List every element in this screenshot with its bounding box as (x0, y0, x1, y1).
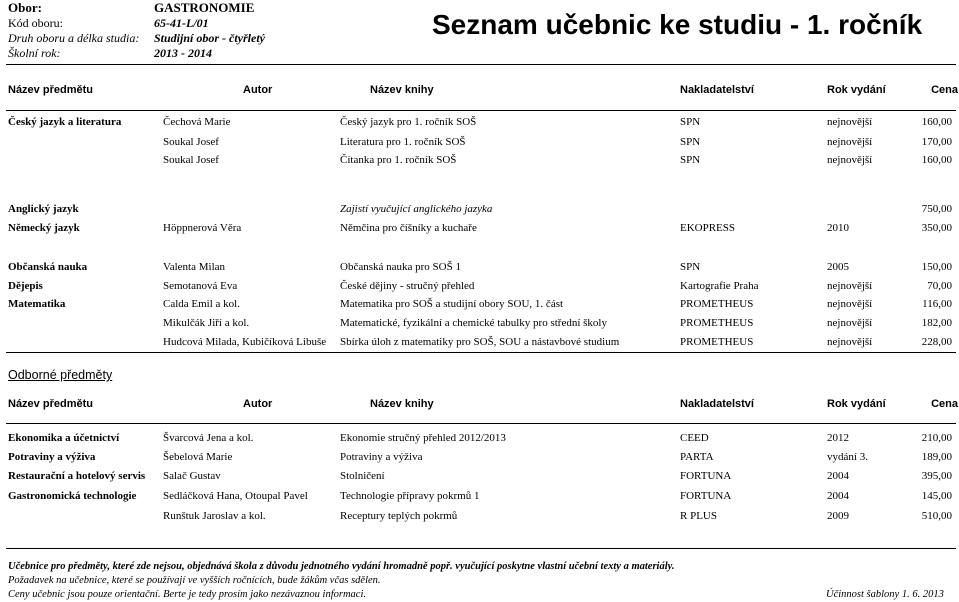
col-header-publisher: Nakladatelství (680, 398, 754, 410)
subject-cell: Ekonomika a účetnictví (8, 432, 120, 444)
book-title-cell: Receptury teplých pokrmů (340, 510, 458, 522)
book-title-cell: Literatura pro 1. ročník SOŠ (340, 136, 466, 148)
publisher-cell: PARTA (680, 451, 714, 463)
col-header-subject: Název předmětu (8, 398, 93, 410)
price-cell: 750,00 (921, 203, 952, 215)
divider (6, 548, 956, 549)
author-cell: Čechová Marie (163, 116, 231, 128)
col-header-author: Autor (243, 84, 273, 96)
book-title-cell: Zajistí vyučující anglického jazyka (340, 203, 493, 215)
year-cell: nejnovější (827, 336, 873, 348)
price-cell: 160,00 (921, 116, 952, 128)
price-cell: 510,00 (921, 510, 952, 522)
publisher-cell: Kartografie Praha (680, 280, 759, 292)
footer-note-2: Požadavek na učebnice, které se používají ve vyšších ročnících, bude žákům včas sdělen. (8, 575, 381, 586)
author-cell: Soukal Josef (163, 154, 219, 166)
field-value-kod: 65-41-L/01 (154, 16, 209, 30)
field-value-obor: GASTRONOMIE (154, 0, 255, 15)
year-cell: 2004 (827, 470, 849, 482)
subject-cell: Restaurační a hotelový servis (8, 470, 146, 482)
publisher-cell: SPN (680, 116, 701, 128)
author-cell: Höppnerová Věra (163, 222, 242, 234)
field-value-rok: 2013 - 2014 (154, 46, 212, 60)
author-cell: Salač Gustav (163, 470, 221, 482)
divider (6, 64, 956, 65)
author-cell: Šebelová Marie (163, 451, 233, 463)
col-header-author: Autor (243, 398, 273, 410)
publisher-cell: FORTUNA (680, 470, 732, 482)
col-header-subject: Název předmětu (8, 84, 93, 96)
book-title-cell: Stolničení (340, 470, 385, 482)
book-title-cell: Sbírka úloh z matematiky pro SOŠ, SOU a nástavbové studium (340, 336, 620, 348)
price-cell: 210,00 (921, 432, 952, 444)
year-cell: nejnovější (827, 280, 873, 292)
subject-cell: Gastronomická technologie (8, 490, 137, 502)
subject-cell: Matematika (8, 298, 66, 310)
page-title: Seznam učebnic ke studiu - 1. ročník (432, 9, 923, 40)
price-cell: 395,00 (921, 470, 952, 482)
subject-cell: Potraviny a výživa (8, 451, 96, 463)
year-cell: nejnovější (827, 116, 873, 128)
subject-cell: Německý jazyk (8, 222, 80, 234)
price-cell: 182,00 (921, 317, 952, 329)
publisher-cell: SPN (680, 261, 701, 273)
year-cell: nejnovější (827, 136, 873, 148)
publisher-cell: EKOPRESS (680, 222, 736, 234)
publisher-cell: PROMETHEUS (680, 317, 754, 329)
author-cell: Valenta Milan (163, 261, 226, 273)
col-header-book: Název knihy (370, 398, 434, 410)
publisher-cell: PROMETHEUS (680, 336, 754, 348)
subject-cell: Anglický jazyk (8, 203, 79, 215)
year-cell: nejnovější (827, 298, 873, 310)
year-cell: 2004 (827, 490, 849, 502)
col-header-price: Cena (931, 84, 958, 96)
publisher-cell: PROMETHEUS (680, 298, 754, 310)
year-cell: 2009 (827, 510, 849, 522)
price-cell: 189,00 (921, 451, 952, 463)
field-label-druh: Druh oboru a délka studia: (8, 31, 140, 45)
publisher-cell: SPN (680, 136, 701, 148)
divider (6, 110, 956, 111)
price-cell: 350,00 (921, 222, 952, 234)
price-cell: 70,00 (927, 280, 952, 292)
field-value-druh: Studijní obor - čtyřletý (154, 31, 265, 45)
section-title: Odborné předměty (8, 368, 113, 382)
author-cell: Sedláčková Hana, Otoupal Pavel (163, 490, 308, 502)
book-title-cell: Občanská nauka pro SOŠ 1 (340, 261, 461, 273)
year-cell: 2010 (827, 222, 849, 234)
author-cell: Švarcová Jena a kol. (163, 432, 254, 444)
divider (6, 352, 956, 353)
subject-cell: Občanská nauka (8, 261, 88, 273)
book-title-cell: Potraviny a výživa (340, 451, 423, 463)
footer-note-1: Učebnice pro předměty, které zde nejsou, objednává škola z důvodu jednotného vydání hromadně popř. vyučující poskytne vlastní učební texty a materiály. (8, 561, 675, 572)
book-title-cell: Ekonomie stručný přehled 2012/2013 (340, 432, 506, 444)
price-cell: 116,00 (922, 298, 952, 310)
year-cell: 2005 (827, 261, 849, 273)
book-title-cell: Čítanka pro 1. ročník SOŠ (340, 154, 457, 166)
year-cell: nejnovější (827, 317, 873, 329)
col-header-year: Rok vydání (827, 398, 886, 410)
template-validity: Účinnost šablony 1. 6. 2013 (826, 589, 944, 600)
field-label-rok: Školní rok: (8, 46, 61, 60)
year-cell: 2012 (827, 432, 849, 444)
col-header-book: Název knihy (370, 84, 434, 96)
field-label-kod: Kód oboru: (8, 16, 63, 30)
book-title-cell: Český jazyk pro 1. ročník SOŠ (340, 116, 477, 128)
field-label-obor: Obor: (8, 0, 42, 15)
publisher-cell: R PLUS (680, 510, 717, 522)
subject-cell: Český jazyk a literatura (8, 116, 122, 128)
price-cell: 170,00 (921, 136, 952, 148)
author-cell: Soukal Josef (163, 136, 219, 148)
book-title-cell: Matematické, fyzikální a chemické tabulky pro střední školy (340, 317, 607, 329)
col-header-price: Cena (931, 398, 958, 410)
author-cell: Hudcová Milada, Kubičíková Libuše (163, 336, 327, 348)
book-title-cell: České dějiny - stručný přehled (340, 280, 475, 292)
divider (6, 423, 956, 424)
publisher-cell: SPN (680, 154, 701, 166)
year-cell: vydání 3. (827, 451, 868, 463)
year-cell: nejnovější (827, 154, 873, 166)
author-cell: Semotanová Eva (163, 280, 238, 292)
author-cell: Runštuk Jaroslav a kol. (163, 510, 266, 522)
author-cell: Mikulčák Jiří a kol. (163, 317, 250, 329)
publisher-cell: CEED (680, 432, 709, 444)
book-title-cell: Technologie přípravy pokrmů 1 (340, 490, 480, 502)
col-header-year: Rok vydání (827, 84, 886, 96)
price-cell: 150,00 (921, 261, 952, 273)
book-title-cell: Němčina pro číšníky a kuchaře (340, 222, 477, 234)
price-cell: 145,00 (921, 490, 952, 502)
price-cell: 160,00 (921, 154, 952, 166)
price-cell: 228,00 (921, 336, 952, 348)
publisher-cell: FORTUNA (680, 490, 732, 502)
subject-cell: Dějepis (8, 280, 43, 292)
book-title-cell: Matematika pro SOŠ a studijní obory SOU, 1. část (340, 298, 564, 310)
footer-note-3: Ceny učebnic jsou pouze orientační. Berte je tedy prosím jako nezávaznou informaci. (8, 589, 366, 600)
col-header-publisher: Nakladatelství (680, 84, 754, 96)
author-cell: Calda Emil a kol. (163, 298, 240, 310)
